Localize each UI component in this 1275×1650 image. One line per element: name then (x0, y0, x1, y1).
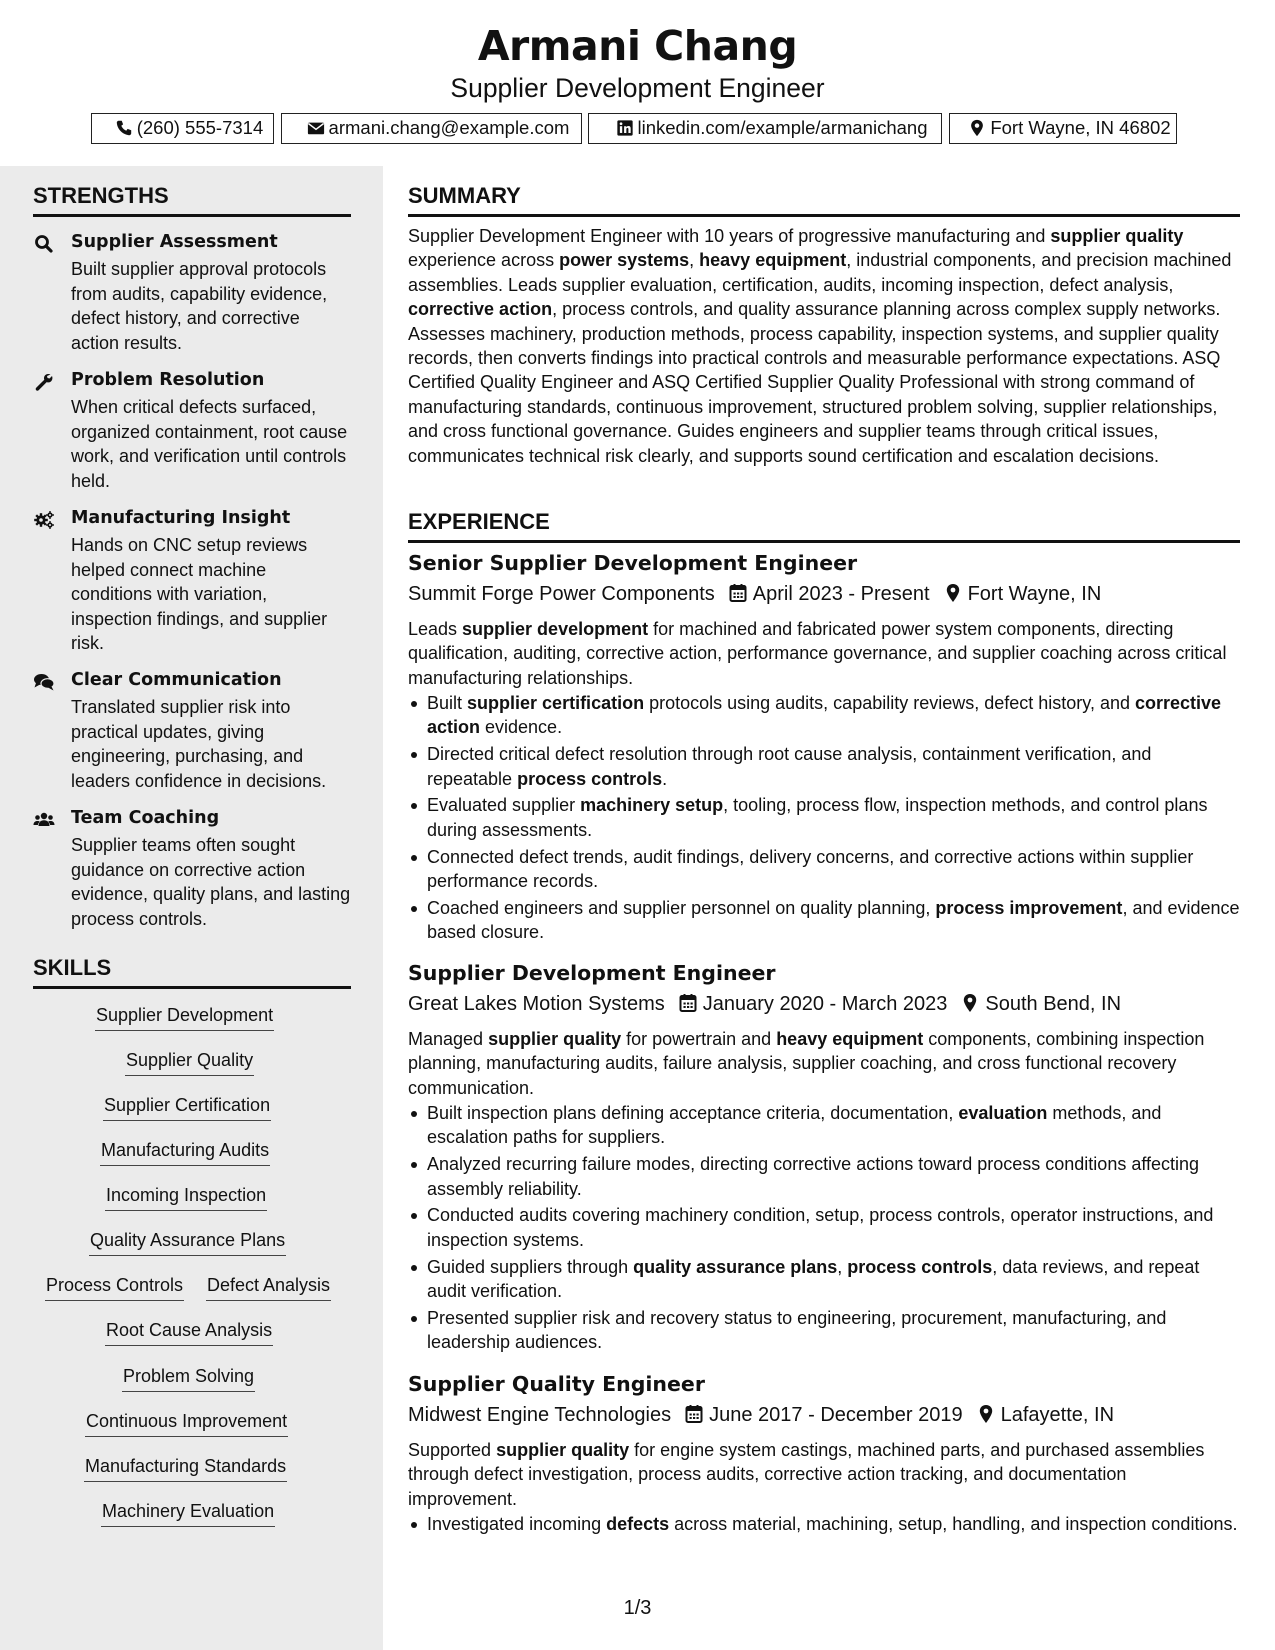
strength-description: Translated supplier risk into practical updates, giving engineering, purchasing, and leaders confidence in decisions. (71, 697, 327, 791)
page-number: 1/3 (623, 1597, 652, 1619)
strength-title: Clear Communication (71, 670, 282, 690)
emphasis-text: quality assurance plans (633, 1256, 838, 1277)
emphasis-text: supplier quality (496, 1440, 630, 1460)
job-summary: Leads supplier development for machined and fabricated power system components, directing qualification, auditing, corrective action, performance governance, and supplier coaching across critical manufacturing relationships. (408, 619, 1227, 688)
skill-tag: Machinery Evaluation (101, 1501, 275, 1527)
bullet-item: Guided suppliers through quality assurance plans, process controls, data reviews, and repeat audit verification. (408, 1255, 1240, 1304)
contact-phone[interactable] (91, 113, 274, 144)
summary-heading: SUMMARY (408, 183, 521, 208)
job-dates: June 2017 - December 2019 (709, 1404, 963, 1426)
strength-title: Manufacturing Insight (71, 508, 291, 528)
job-dates: January 2020 - March 2023 (702, 993, 948, 1015)
job-bullets (408, 1512, 1240, 1539)
strength-description: Hands on CNC setup reviews helped connect machine conditions with variation, inspection findings, and supplier risk. (71, 535, 328, 653)
bullet-item: Coached engineers and supplier personnel on quality planning, process improvement, and evidence based closure. (408, 896, 1240, 945)
bullet-item: Connected defect trends, audit findings, delivery concerns, and corrective actions within supplier performance records. (408, 845, 1240, 894)
bullet-item: Investigated incoming defects across material, machining, setup, handling, and inspection conditions. (408, 1512, 1240, 1536)
contact-location[interactable] (949, 113, 1177, 144)
emphasis-text: corrective action (408, 299, 553, 320)
strength-description: When critical defects surfaced, organized containment, root cause work, and verification until controls held. (71, 397, 348, 491)
job-title: Senior Supplier Development Engineer (408, 551, 858, 575)
job-summary: Managed supplier quality for powertrain and heavy equipment components, combining inspection planning, manufacturing audits, failure analysis, supplier coaching, and cross functional recovery communication. (408, 1029, 1205, 1098)
job-company: Summit Forge Power Components (408, 583, 715, 605)
contact-email[interactable] (281, 113, 582, 144)
skills-heading: SKILLS (33, 955, 112, 980)
experience-divider (408, 540, 1240, 543)
contact-bar (0, 113, 1275, 144)
skill-tag: Manufacturing Audits (100, 1140, 270, 1166)
bullet-item: Analyzed recurring failure modes, directing corrective actions toward process conditions affecting assembly reliability. (408, 1152, 1240, 1201)
skill-tag: Process Controls (45, 1275, 184, 1301)
bullet-item: Directed critical defect resolution through root cause analysis, containment verification, and repeatable process controls. (408, 742, 1240, 791)
strength-description: Built supplier approval protocols from audits, capability evidence, defect history, and corrective action results. (71, 259, 328, 353)
experience-heading: EXPERIENCE (408, 509, 550, 534)
skill-tag: Defect Analysis (206, 1275, 331, 1301)
strengths-divider (33, 214, 351, 217)
skill-tag: Problem Solving (122, 1366, 255, 1392)
job-company: Great Lakes Motion Systems (408, 993, 665, 1015)
job-dates: April 2023 - Present (752, 583, 930, 605)
emphasis-text: corrective action (427, 693, 1222, 738)
emphasis-text: heavy equipment (776, 1029, 924, 1049)
emphasis-text: defects (606, 1514, 670, 1534)
job-location: Fort Wayne, IN (967, 583, 1102, 605)
skill-tag: Supplier Quality (125, 1050, 254, 1076)
job-bullets (408, 691, 1240, 947)
skill-tag: Root Cause Analysis (105, 1320, 273, 1346)
contact-location-text: Fort Wayne, IN 46802 (990, 117, 1171, 138)
emphasis-text: supplier certification (467, 693, 645, 713)
emphasis-text: process controls (517, 768, 663, 789)
search-icon (33, 234, 55, 254)
contact-email-text: armani.chang@example.com (328, 117, 570, 138)
summary-text: Supplier Development Engineer with 10 years of progressive manufacturing and supplier quality experience across power systems, heavy equipment, industrial components, and precision machined assemblies. Leads supplier evaluation, certification, audits, incoming inspection, defect analysis, corrective action, process controls, and quality assurance planning across complex supply networks. Assesses machinery, production methods, process capability, inspection systems, and supplier quality records, then converts findings into practical controls and measurable performance expectations. ASQ Certified Quality Engineer and ASQ Certified Supplier Quality Professional with strong command of manufacturing standards, continuous improvement, structured problem solving, supplier relationships, and cross functional governance. Guides engineers and supplier teams through critical issues, communicates technical risk clearly, and supports sound certification and escalation decisions. (408, 226, 1232, 466)
job-location: Lafayette, IN (1000, 1404, 1115, 1426)
users-icon (33, 810, 55, 830)
skill-tag: Manufacturing Standards (84, 1456, 287, 1482)
job-meta (408, 583, 1101, 606)
strength-title: Team Coaching (71, 808, 220, 828)
emphasis-text: power systems (559, 250, 690, 271)
job-title: Supplier Development Engineer (408, 961, 776, 985)
job-company: Midwest Engine Technologies (408, 1404, 672, 1426)
skills-divider (33, 986, 351, 989)
bullet-item: Built inspection plans defining acceptance criteria, documentation, evaluation methods, and escalation paths for suppliers. (408, 1101, 1240, 1150)
skill-tag: Supplier Certification (103, 1095, 271, 1121)
skill-tag: Continuous Improvement (85, 1411, 288, 1437)
linkedin-icon (615, 119, 635, 137)
strength-title: Problem Resolution (71, 370, 265, 390)
emphasis-text: supplier development (462, 619, 649, 639)
resume-header (0, 0, 1275, 166)
emphasis-text: heavy equipment (699, 250, 847, 271)
candidate-title: Supplier Development Engineer (450, 73, 825, 103)
calendar-icon (679, 993, 697, 1013)
strengths-heading: STRENGTHS (33, 183, 169, 208)
contact-linkedin-text: linkedin.com/example/armanichang (637, 117, 928, 138)
contact-linkedin[interactable] (588, 113, 942, 144)
emphasis-text: supplier quality (1050, 226, 1184, 246)
job-meta (408, 1404, 1114, 1427)
job-meta (408, 993, 1121, 1016)
strength-description: Supplier teams often sought guidance on corrective action evidence, quality plans, and lasting process controls. (71, 835, 351, 929)
job-summary: Supported supplier quality for engine system castings, machined parts, and purchased assemblies through defect investigation, process audits, corrective action tracking, and documentation improvement. (408, 1440, 1205, 1509)
strength-title: Supplier Assessment (71, 232, 278, 252)
map-marker-icon (977, 1404, 995, 1424)
emphasis-text: supplier quality (488, 1029, 622, 1049)
skill-tag: Quality Assurance Plans (89, 1230, 286, 1256)
contact-phone-text: (260) 555-7314 (136, 117, 264, 138)
emphasis-text: machinery setup (580, 795, 724, 816)
job-title: Supplier Quality Engineer (408, 1372, 705, 1396)
calendar-icon (729, 583, 747, 603)
bullet-item: Built supplier certification protocols using audits, capability reviews, defect history, and corrective action evidence. (408, 691, 1240, 740)
candidate-name: Armani Chang (477, 22, 798, 70)
job-bullets (408, 1101, 1240, 1357)
comments-icon (33, 672, 55, 692)
gears-icon (33, 510, 55, 530)
bullet-item: Presented supplier risk and recovery status to engineering, procurement, manufacturing, and leadership audiences. (408, 1306, 1240, 1355)
skill-tag: Incoming Inspection (105, 1185, 267, 1211)
emphasis-text: evaluation (958, 1103, 1048, 1123)
emphasis-text: process controls (847, 1256, 993, 1277)
phone-icon (114, 119, 134, 137)
summary-divider (408, 214, 1240, 217)
wrench-icon (33, 372, 55, 392)
bullet-item: Conducted audits covering machinery condition, setup, process controls, operator instructions, and inspection systems. (408, 1203, 1240, 1252)
calendar-icon (685, 1404, 703, 1424)
skill-tag: Supplier Development (95, 1005, 274, 1031)
map-marker-icon (967, 119, 987, 137)
map-marker-icon (944, 583, 962, 603)
map-marker-icon (961, 993, 979, 1013)
job-location: South Bend, IN (985, 993, 1122, 1015)
bullet-item: Evaluated supplier machinery setup, tooling, process flow, inspection methods, and control plans during assessments. (408, 793, 1240, 842)
envelope-icon (306, 119, 326, 137)
emphasis-text: process improvement (935, 897, 1123, 918)
